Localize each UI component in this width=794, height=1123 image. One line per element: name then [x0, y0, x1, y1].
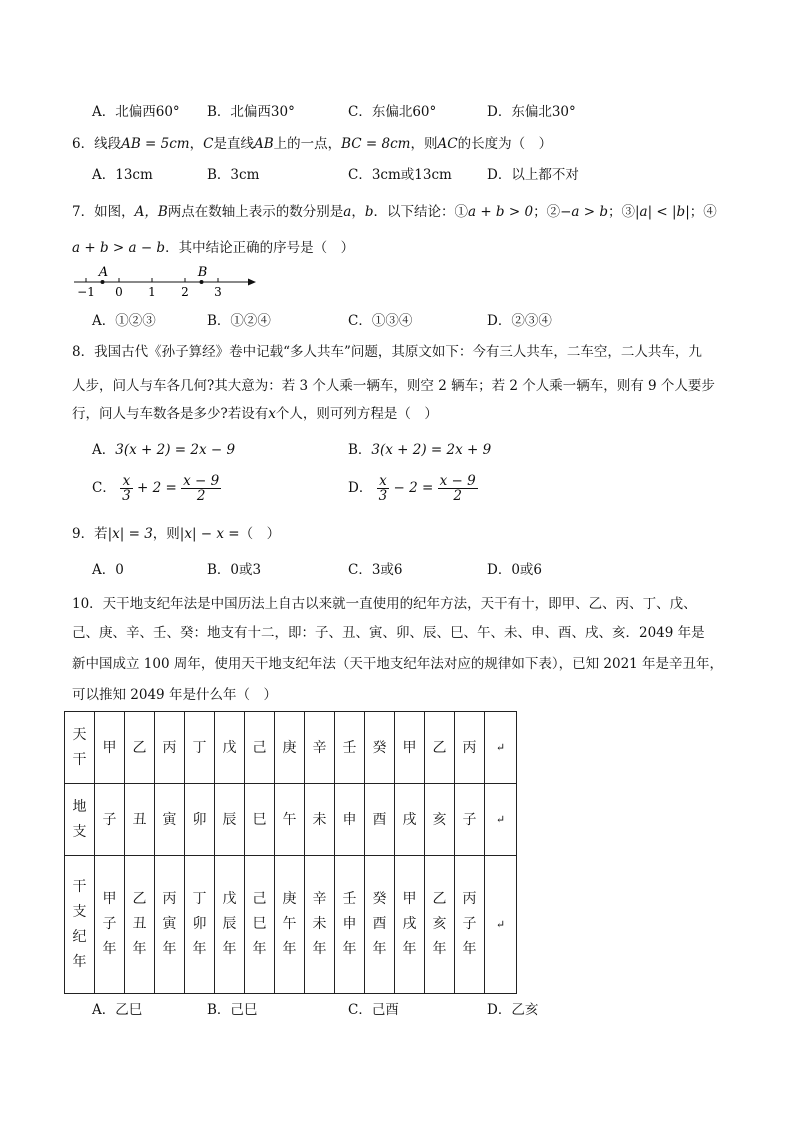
- q5-option-d: D．东偏北30°: [487, 104, 576, 120]
- q7-points-ab: A，B: [134, 204, 168, 220]
- number-line-point-b: [200, 280, 204, 284]
- table-cell-tiangan: 乙: [125, 712, 155, 784]
- table-cell-tiangan: 丙: [455, 712, 485, 784]
- table-cell-tiangan: 戊: [215, 712, 245, 784]
- q10-stem-line-2: 己、庚、辛、壬、癸：地支有十二，即：子、丑、寅、卯、辰、巳、午、未、申、酉、戌、亥．2049 年是: [72, 625, 705, 641]
- q8-option-d-fraction-1: $\frac{x}{3}$: [378, 473, 388, 504]
- number-line-arrow-icon: [248, 279, 256, 286]
- table-cell-dizhi: 午: [275, 784, 305, 856]
- q6-option-c: C．3cm或13cm: [348, 167, 452, 183]
- row-head-dizhi: 地 支: [65, 784, 95, 856]
- table-cell-dizhi: 辰: [215, 784, 245, 856]
- q9-expression-1: |x| = 3: [107, 526, 153, 542]
- q9-number: 9．: [72, 526, 95, 542]
- q7-stem-line-1: [72, 203, 717, 221]
- q6-bc-equation: BC = 8cm: [341, 136, 411, 152]
- number-line-tick-label: 2: [181, 285, 189, 298]
- q10-stem-line-1: 10．天干地支纪年法是中国历法上自古以来就一直使用的纪年方法，天干有十，即甲、乙、丙、丁、戊、: [72, 596, 697, 612]
- q8-option-d-label: D．: [348, 480, 373, 496]
- q7-number-line: [70, 264, 260, 298]
- q6-ab-equation: AB = 5cm: [121, 136, 190, 152]
- table-row-dizhi: [65, 784, 517, 856]
- q7-conclusion-2-mark: ②: [546, 204, 561, 220]
- q9-text-1: 若: [94, 526, 108, 542]
- table-row-ganzhi: [65, 856, 517, 994]
- q8-option-a-equation: 3(x + 2) = 2x − 9: [115, 442, 236, 458]
- table-cell-ganzhi: 丙 寅 年: [155, 856, 185, 994]
- table-cell-ganzhi: 癸 酉 年: [365, 856, 395, 994]
- table-cell-ganzhi: 戊 辰 年: [215, 856, 245, 994]
- number-line-label-b: B: [197, 265, 208, 280]
- ganzhi-table: [64, 711, 517, 994]
- q8-option-d: [348, 473, 478, 503]
- table-cell-tiangan: 庚: [275, 712, 305, 784]
- q9-option-a: A．0: [92, 562, 124, 578]
- q6-text-5: ，则: [410, 136, 438, 152]
- table-cell-ganzhi: 壬 申 年: [335, 856, 365, 994]
- q7-conclusion-4: a + b > a − b: [72, 240, 166, 256]
- q9-option-d: D．0或6: [487, 562, 543, 578]
- table-cell-tiangan: 己: [245, 712, 275, 784]
- table-row-end-mark: ↵: [485, 784, 517, 856]
- q9-option-b: B．0或3: [207, 562, 262, 578]
- q9-text-3: （ ）: [239, 526, 281, 542]
- q7-conclusion-1-mark: ①: [454, 204, 468, 220]
- q7-conclusion-3: |a| < |b|: [634, 204, 690, 220]
- table-cell-ganzhi: 庚 午 年: [275, 856, 305, 994]
- table-cell-ganzhi: 甲 戌 年: [395, 856, 425, 994]
- q8-option-d-operator: − 2 =: [393, 480, 434, 496]
- q7-separator-3: ；: [689, 204, 704, 220]
- q5-option-a: A．北偏西60°: [92, 104, 180, 120]
- number-line-label-a: A: [98, 265, 109, 280]
- q7-conclusion-4-mark: ④: [703, 204, 717, 220]
- q8-stem-line-1: 8．我国古代《孙子算经》卷中记载“多人共车”问题，其原文如下：今有三人共车，二车空，二人共车，九: [72, 344, 702, 360]
- q7-stem-line-2: [72, 239, 354, 257]
- number-line-points: [98, 265, 207, 284]
- q7-var-b: b: [364, 204, 374, 220]
- q6-text-1: 线段: [94, 136, 122, 152]
- table-cell-tiangan: 甲: [95, 712, 125, 784]
- q10-stem-line-4: 可以推知 2049 年是什么年（ ）: [72, 687, 277, 703]
- table-cell-tiangan: 丁: [185, 712, 215, 784]
- q6-line-ab: AB: [253, 136, 274, 152]
- number-line-tick-label: 3: [214, 285, 222, 298]
- q8-option-d-fraction-2: $\frac{x - 9}{2}$: [439, 473, 476, 504]
- table-cell-dizhi: 戌: [395, 784, 425, 856]
- q7-text-1: 如图，: [94, 204, 135, 220]
- q7-option-c: C．①③④: [348, 313, 413, 329]
- table-cell-dizhi: 子: [95, 784, 125, 856]
- q7-option-b: B．①②④: [207, 313, 271, 329]
- table-cell-ganzhi: 乙 亥 年: [425, 856, 455, 994]
- q7-number: 7．: [72, 204, 95, 220]
- table-cell-dizhi: 申: [335, 784, 365, 856]
- q7-var-a: a: [343, 204, 352, 220]
- q7-conclusion-2: −a > b: [560, 204, 608, 220]
- q7-separator-2: ；: [607, 204, 622, 220]
- q10-option-d: D．乙亥: [487, 1002, 539, 1018]
- q5-option-c: C．东偏北60°: [348, 104, 437, 120]
- table-cell-ganzhi: 辛 未 年: [305, 856, 335, 994]
- q8-option-b: [348, 441, 491, 459]
- q6-text-6: 的长度为（ ）: [457, 136, 553, 152]
- table-cell-dizhi: 亥: [425, 784, 455, 856]
- q9-text-2: ，则: [152, 526, 180, 542]
- table-row-end-mark: ↵: [485, 712, 517, 784]
- table-row-end-mark: ↵: [485, 856, 517, 994]
- q10-option-c: C．己酉: [348, 1002, 399, 1018]
- number-line-tick-label: 1: [148, 285, 156, 298]
- number-line-tick-label: −1: [77, 285, 95, 298]
- q10-option-a: A．乙巳: [92, 1002, 143, 1018]
- q7-conclusion-1: a + b > 0: [467, 204, 534, 220]
- q8-option-b-label: B．: [348, 442, 372, 458]
- q7-comma: ，: [351, 204, 365, 220]
- q6-option-a: A．13cm: [92, 167, 153, 183]
- table-cell-dizhi: 巳: [245, 784, 275, 856]
- q6-text-4: 上的一点，: [273, 136, 342, 152]
- table-cell-tiangan: 癸: [365, 712, 395, 784]
- row-head-tiangan: 天 干: [65, 712, 95, 784]
- table-cell-tiangan: 辛: [305, 712, 335, 784]
- q8-var-x: x: [268, 406, 276, 422]
- table-cell-ganzhi: 丁 卯 年: [185, 856, 215, 994]
- table-cell-dizhi: 寅: [155, 784, 185, 856]
- q8-option-c-label: C．: [92, 480, 116, 496]
- row-head-ganzhi: 干 支 纪 年: [65, 856, 95, 994]
- q6-option-d: D．以上都不对: [487, 167, 579, 183]
- q9-stem: [72, 525, 280, 543]
- table-cell-dizhi: 卯: [185, 784, 215, 856]
- q5-option-b: B．北偏西30°: [207, 104, 295, 120]
- table-cell-tiangan: 甲: [395, 712, 425, 784]
- table-cell-dizhi: 未: [305, 784, 335, 856]
- table-cell-tiangan: 壬: [335, 712, 365, 784]
- q7-text-3: ．以下结论：: [373, 204, 455, 220]
- q6-number: 6．: [72, 136, 95, 152]
- number-line-point-a: [101, 280, 105, 284]
- table-cell-ganzhi: 乙 丑 年: [125, 856, 155, 994]
- q7-text-4: ．其中结论正确的序号是（ ）: [165, 240, 355, 256]
- q10-stem-line-3: 新中国成立 100 周年，使用天干地支纪年法（天干地支纪年法对应的规律如下表），已知 2021 年是辛丑年，: [72, 656, 724, 672]
- q6-text-2: ，: [189, 136, 204, 152]
- q8-option-a-label: A．: [92, 442, 116, 458]
- table-cell-tiangan: 丙: [155, 712, 185, 784]
- table-cell-ganzhi: 己 巳 年: [245, 856, 275, 994]
- number-line-tick-label: 0: [115, 285, 123, 298]
- q8-option-c-fraction-2: $\frac{x - 9}{2}$: [183, 473, 220, 504]
- q10-option-b: B．己巳: [207, 1002, 258, 1018]
- q6-text-3: 是直线: [213, 136, 254, 152]
- q7-option-a: A．①②③: [92, 313, 156, 329]
- q6-stem: [72, 135, 552, 153]
- q7-text-2: 两点在数轴上表示的数分别是: [167, 204, 344, 220]
- table-cell-tiangan: 乙: [425, 712, 455, 784]
- q8-option-a: [92, 441, 235, 459]
- q7-separator-1: ；: [533, 204, 547, 220]
- q8-option-c-operator: + 2 =: [137, 480, 177, 496]
- q6-segment-ac: AC: [437, 136, 458, 152]
- q9-expression-2: |x| − x =: [179, 526, 240, 542]
- table-row-tiangan: [65, 712, 517, 784]
- q8-text-3b: 个人，则可列方程是（ ）: [275, 406, 438, 422]
- q9-option-c: C．3或6: [348, 562, 403, 578]
- q6-point-c: C: [203, 136, 214, 152]
- table-cell-dizhi: 酉: [365, 784, 395, 856]
- q6-option-b: B．3cm: [207, 167, 260, 183]
- q7-option-d: D．②③④: [487, 313, 552, 329]
- q7-conclusion-3-mark: ③: [621, 204, 635, 220]
- q8-stem-line-2: 人步，问人与车各几何?其大意为：若 3 个人乘一辆车，则空 2 辆车；若 2 个人乘一辆车，则有 9 个人要步: [72, 378, 715, 394]
- table-cell-ganzhi: 丙 子 年: [455, 856, 485, 994]
- q8-stem-line-3: [72, 405, 438, 423]
- table-cell-dizhi: 子: [455, 784, 485, 856]
- table-cell-dizhi: 丑: [125, 784, 155, 856]
- q8-text-3a: 行，问人与车数各是多少?若设有: [72, 406, 269, 422]
- table-cell-ganzhi: 甲 子 年: [95, 856, 125, 994]
- q8-option-c: [92, 473, 221, 503]
- q8-option-b-equation: 3(x + 2) = 2x + 9: [371, 442, 492, 458]
- q8-option-c-fraction-1: $\frac{x}{3}$: [122, 473, 131, 504]
